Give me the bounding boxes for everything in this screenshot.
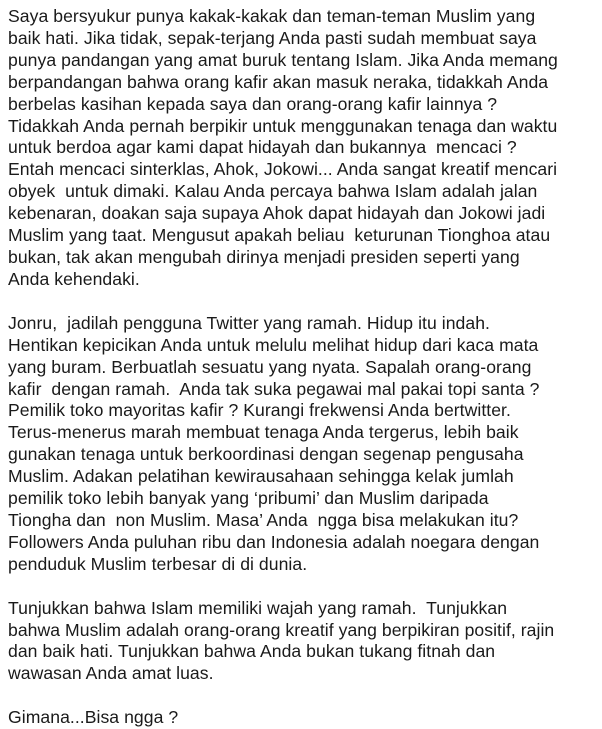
text-line: wawasan Anda amat luas. xyxy=(8,663,214,684)
text-line: Anda kehendaki. xyxy=(8,268,140,289)
text-line: Muslim yang taat. Mengusut apakah beliau keturunan Tionghoa atau xyxy=(8,225,551,246)
text-line: Jonru, jadilah pengguna Twitter yang ramah. Hidup itu indah. xyxy=(8,312,490,333)
text-line: bahwa Muslim adalah orang-orang kreatif yang berpikiran positif, rajin xyxy=(8,619,555,640)
text-line: dan baik hati. Tunjukkan bahwa Anda bukan tukang fitnah dan xyxy=(8,641,496,662)
text-line: Tidakkah Anda pernah berpikir untuk menggunakan tenaga dan waktu xyxy=(8,115,558,136)
text-line: untuk berdoa agar kami dapat hidayah dan bukannya mencaci ? xyxy=(8,137,517,158)
text-line: berpandangan bahwa orang kafir akan masuk neraka, tidakkah Anda xyxy=(8,71,549,92)
text-line: Followers Anda puluhan ribu dan Indonesia adalah noegara dengan xyxy=(8,531,540,552)
text-line: Entah mencaci sinterklas, Ahok, Jokowi... Anda sangat kreatif mencari xyxy=(8,159,558,180)
text-line: yang buram. Berbuatlah sesuatu yang nyata. Sapalah orang-orang xyxy=(8,356,532,377)
text-line: kafir dengan ramah. Anda tak suka pegawai mal pakai topi santa ? xyxy=(8,378,540,399)
text-line: Gimana...Bisa ngga ? xyxy=(8,707,179,728)
text-line: baik hati. Jika tidak, sepak-terjang Anda pasti sudah membuat saya xyxy=(8,27,537,48)
paragraph-3 xyxy=(8,598,598,686)
text-line: Pemilik toko mayoritas kafir ? Kurangi frekwensi Anda bertwitter. xyxy=(8,400,511,421)
text-line: Saya bersyukur punya kakak-kakak dan teman-teman Muslim yang xyxy=(8,6,536,26)
text-line: berbelas kasihan kepada saya dan orang-orang kafir lainnya ? xyxy=(8,93,498,114)
paragraph-2 xyxy=(8,313,598,576)
document-body xyxy=(8,6,598,729)
text-line: Muslim. Adakan pelatihan kewirausahaan sehingga kelak jumlah xyxy=(8,466,514,487)
text-line: Tunjukkan bahwa Islam memiliki wajah yang ramah. Tunjukkan xyxy=(8,597,508,618)
text-line: Hentikan kepicikan Anda untuk melulu melihat hidup dari kaca mata xyxy=(8,334,539,355)
text-line: penduduk Muslim terbesar di di dunia. xyxy=(8,553,308,574)
text-line: bukan, tak akan mengubah dirinya menjadi presiden seperti yang xyxy=(8,246,520,267)
text-line: gunakan tenaga untuk berkoordinasi dengan segenap pengusaha xyxy=(8,444,524,465)
text-line: obyek untuk dimaki. Kalau Anda percaya bahwa Islam adalah jalan xyxy=(8,181,538,202)
text-line: punya pandangan yang amat buruk tentang Islam. Jika Anda memang xyxy=(8,49,558,70)
paragraph-4 xyxy=(8,707,598,729)
text-line: Terus-menerus marah membuat tenaga Anda tergerus, lebih baik xyxy=(8,422,519,443)
paragraph-1 xyxy=(8,6,598,291)
text-line: Tiongha dan non Muslim. Masa’ Anda ngga bisa melakukan itu? xyxy=(8,509,519,530)
text-line: pemilik toko lebih banyak yang ‘pribumi’ dan Muslim daripada xyxy=(8,488,489,509)
text-line: kebenaran, doakan saja supaya Ahok dapat hidayah dan Jokowi jadi xyxy=(8,203,546,224)
